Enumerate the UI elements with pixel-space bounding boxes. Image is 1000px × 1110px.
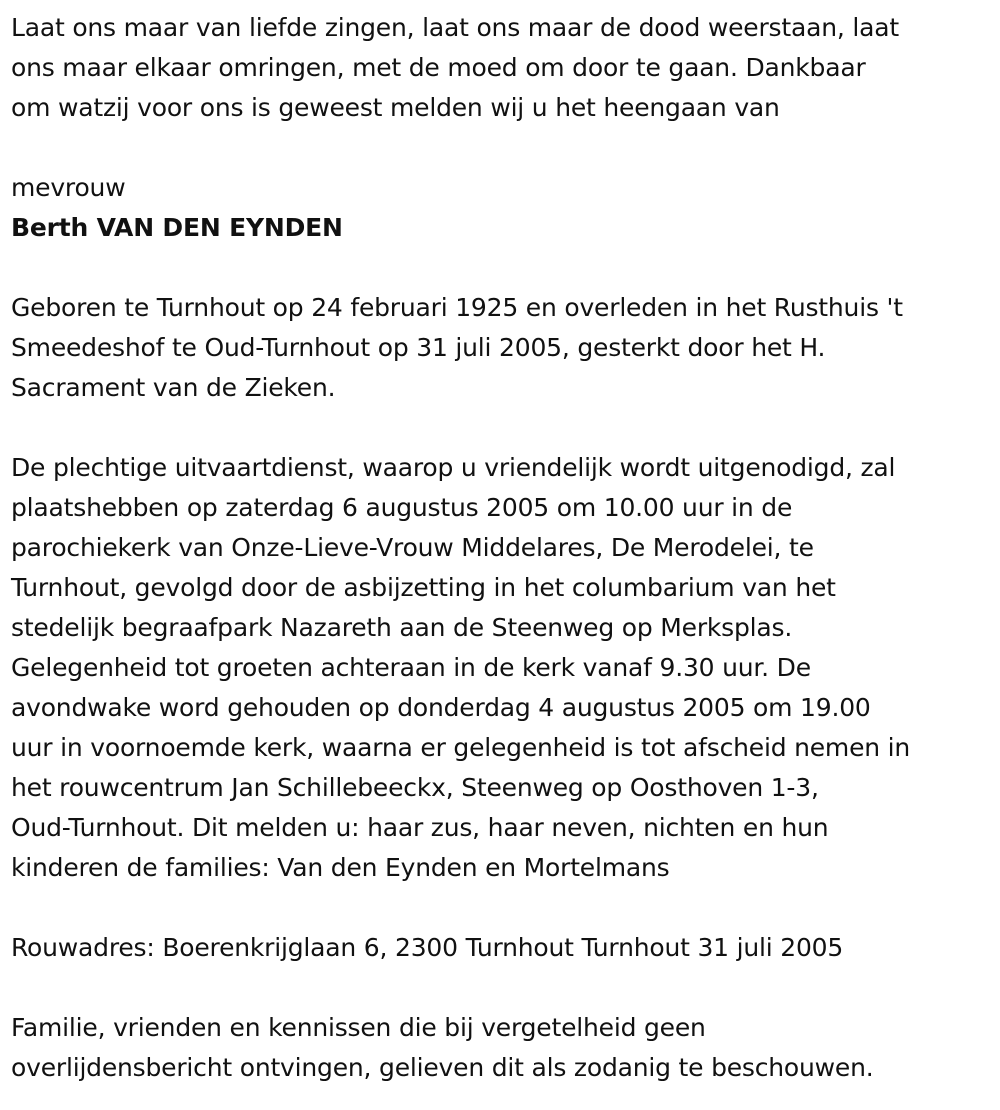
service-line: Gelegenheid tot groeten achteraan in de kerk vanaf 9.30 uur. De [11, 653, 811, 682]
spacer [11, 888, 996, 928]
service-line: De plechtige uitvaartdienst, waarop u vriendelijk wordt uitgenodigd, zal [11, 453, 896, 482]
closing-paragraph [11, 1008, 996, 1088]
deceased-name [11, 208, 996, 248]
obituary-notice [11, 8, 996, 1088]
birth-death-line: Smeedeshof te Oud-Turnhout op 31 juli 2005, gesterkt door het H. [11, 333, 826, 362]
closing-line: overlijdensbericht ontvingen, gelieven dit als zodanig te beschouwen. [11, 1053, 874, 1082]
intro-line: ons maar elkaar omringen, met de moed om door te gaan. Dankbaar [11, 53, 866, 82]
service-paragraph [11, 448, 996, 888]
intro-paragraph [11, 8, 996, 128]
service-line: het rouwcentrum Jan Schillebeeckx, Steenweg op Oosthoven 1-3, [11, 773, 819, 802]
service-line: parochiekerk van Onze-Lieve-Vrouw Middelares, De Merodelei, te [11, 533, 814, 562]
spacer [11, 128, 996, 168]
service-line: stedelijk begraafpark Nazareth aan de Steenweg op Merksplas. [11, 613, 793, 642]
spacer [11, 248, 996, 288]
birth-death-line: Geboren te Turnhout op 24 februari 1925 en overleden in het Rusthuis 't [11, 293, 903, 322]
closing-line: Familie, vrienden en kennissen die bij vergetelheid geen [11, 1013, 706, 1042]
service-line: Oud-Turnhout. Dit melden u: haar zus, haar neven, nichten en hun [11, 813, 829, 842]
intro-line: Laat ons maar van liefde zingen, laat ons maar de dood weerstaan, laat [11, 13, 899, 42]
service-line: avondwake word gehouden op donderdag 4 augustus 2005 om 19.00 [11, 693, 871, 722]
birth-death-line: Sacrament van de Zieken. [11, 373, 336, 402]
spacer [11, 968, 996, 1008]
address-paragraph [11, 928, 996, 968]
birth-death-paragraph [11, 288, 996, 408]
service-line: plaatshebben op zaterdag 6 augustus 2005 om 10.00 uur in de [11, 493, 793, 522]
salutation [11, 168, 996, 208]
service-line: kinderen de families: Van den Eynden en Mortelmans [11, 853, 670, 882]
service-line: Turnhout, gevolgd door de asbijzetting in het columbarium van het [11, 573, 836, 602]
spacer [11, 408, 996, 448]
salutation-text: mevrouw [11, 173, 126, 202]
deceased-name-text: Berth VAN DEN EYNDEN [11, 213, 343, 242]
service-line: uur in voornoemde kerk, waarna er gelegenheid is tot afscheid nemen in [11, 733, 911, 762]
address-line: Rouwadres: Boerenkrijglaan 6, 2300 Turnhout Turnhout 31 juli 2005 [11, 933, 844, 962]
intro-line: om watzij voor ons is geweest melden wij u het heengaan van [11, 93, 780, 122]
